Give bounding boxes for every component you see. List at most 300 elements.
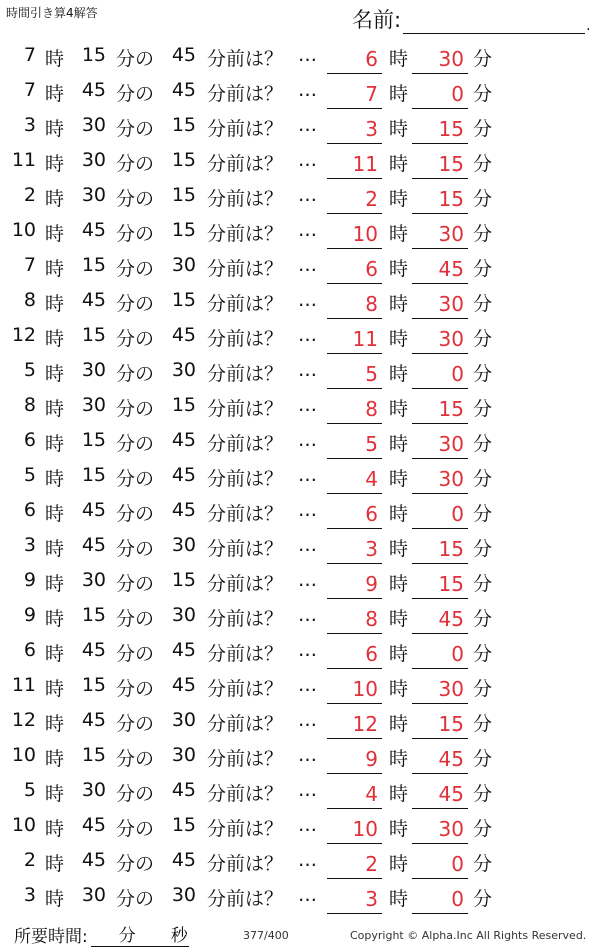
start-minute: 15 [81, 44, 106, 66]
start-hour: 6 [23, 499, 36, 521]
minutes-before-label: 分前は？ [207, 293, 284, 315]
hour-label: 時 [45, 818, 65, 840]
minute-of-label: 分の [116, 643, 155, 665]
answer-hour-label: 時 [389, 398, 409, 420]
start-minute: 30 [81, 569, 106, 591]
hour-label: 時 [45, 188, 65, 210]
subtract-minutes: 30 [171, 744, 196, 766]
problem-row [0, 740, 600, 775]
answer-hour[interactable]: 2 [327, 849, 382, 879]
start-minute: 15 [81, 464, 106, 486]
name-input-line[interactable] [403, 11, 585, 34]
start-hour: 6 [23, 639, 36, 661]
answer-hour[interactable]: 9 [327, 744, 382, 774]
start-minute: 30 [81, 149, 106, 171]
minute-of-label: 分の [116, 433, 155, 455]
minutes-before-label: 分前は？ [207, 713, 284, 735]
answer-hour[interactable]: 5 [327, 429, 382, 459]
answer-hour[interactable]: 10 [327, 674, 382, 704]
start-minute: 45 [81, 289, 106, 311]
minute-of-label: 分の [116, 538, 155, 560]
ellipsis: … [298, 394, 317, 416]
minute-of-label: 分の [116, 468, 155, 490]
minutes-before-label: 分前は？ [207, 853, 284, 875]
subtract-minutes: 15 [171, 814, 196, 836]
start-hour: 7 [23, 254, 36, 276]
answer-hour[interactable]: 3 [327, 884, 382, 914]
answer-minute-label: 分 [473, 713, 493, 735]
problem-row [0, 145, 600, 180]
ellipsis: … [298, 499, 317, 521]
answer-hour[interactable]: 10 [327, 814, 382, 844]
subtract-minutes: 15 [171, 114, 196, 136]
hour-label: 時 [45, 853, 65, 875]
problem-row [0, 880, 600, 915]
minutes-before-label: 分前は？ [207, 678, 284, 700]
start-hour: 5 [23, 779, 36, 801]
start-minute: 45 [81, 219, 106, 241]
subtract-minutes: 15 [171, 394, 196, 416]
minutes-before-label: 分前は？ [207, 188, 284, 210]
answer-hour[interactable]: 9 [327, 569, 382, 599]
answer-hour[interactable]: 7 [327, 79, 382, 109]
minutes-before-label: 分前は？ [207, 83, 284, 105]
minutes-before-label: 分前は？ [207, 608, 284, 630]
minute-of-label: 分の [116, 503, 155, 525]
answer-hour[interactable]: 8 [327, 394, 382, 424]
start-minute: 45 [81, 639, 106, 661]
minute-of-label: 分の [116, 363, 155, 385]
hour-label: 時 [45, 433, 65, 455]
answer-minute-label: 分 [473, 783, 493, 805]
minute-of-label: 分の [116, 48, 155, 70]
ellipsis: … [298, 324, 317, 346]
answer-hour[interactable]: 8 [327, 289, 382, 319]
ellipsis: … [298, 779, 317, 801]
start-hour: 6 [23, 429, 36, 451]
start-minute: 15 [81, 744, 106, 766]
start-minute: 30 [81, 359, 106, 381]
hour-label: 時 [45, 503, 65, 525]
start-hour: 5 [23, 464, 36, 486]
minute-of-label: 分の [116, 818, 155, 840]
ellipsis: … [298, 254, 317, 276]
answer-hour[interactable]: 3 [327, 534, 382, 564]
problem-row [0, 810, 600, 845]
minutes-before-label: 分前は？ [207, 118, 284, 140]
ellipsis: … [298, 149, 317, 171]
start-minute: 15 [81, 604, 106, 626]
answer-hour-label: 時 [389, 608, 409, 630]
answer-minute-label: 分 [473, 398, 493, 420]
ellipsis: … [298, 814, 317, 836]
elapsed-second-unit: 秒 [170, 926, 188, 946]
hour-label: 時 [45, 363, 65, 385]
start-hour: 3 [23, 534, 36, 556]
hour-label: 時 [45, 83, 65, 105]
minute-of-label: 分の [116, 853, 155, 875]
problem-row [0, 320, 600, 355]
problem-row [0, 775, 600, 810]
answer-minute[interactable]: 30 [412, 44, 468, 74]
answer-hour-label: 時 [389, 258, 409, 280]
answer-hour[interactable]: 4 [327, 779, 382, 809]
answer-hour-label: 時 [389, 293, 409, 315]
answer-hour-label: 時 [389, 83, 409, 105]
ellipsis: … [298, 359, 317, 381]
problem-row [0, 425, 600, 460]
subtract-minutes: 45 [171, 674, 196, 696]
minutes-before-label: 分前は？ [207, 433, 284, 455]
problem-row [0, 565, 600, 600]
answer-minute[interactable]: 45 [412, 254, 468, 284]
answer-hour-label: 時 [389, 678, 409, 700]
minute-of-label: 分の [116, 328, 155, 350]
start-hour: 3 [23, 114, 36, 136]
hour-label: 時 [45, 118, 65, 140]
hour-label: 時 [45, 468, 65, 490]
subtract-minutes: 15 [171, 569, 196, 591]
ellipsis: … [298, 219, 317, 241]
answer-hour[interactable]: 2 [327, 184, 382, 214]
answer-minute-label: 分 [473, 188, 493, 210]
answer-minute-label: 分 [473, 853, 493, 875]
ellipsis: … [298, 429, 317, 451]
hour-label: 時 [45, 783, 65, 805]
answer-hour-label: 時 [389, 188, 409, 210]
elapsed-time-label: 所要時間: [14, 927, 88, 947]
hour-label: 時 [45, 573, 65, 595]
problem-row [0, 110, 600, 145]
problem-row [0, 460, 600, 495]
answer-minute[interactable]: 15 [412, 394, 468, 424]
answer-hour[interactable]: 6 [327, 639, 382, 669]
answer-minute[interactable]: 30 [412, 674, 468, 704]
subtract-minutes: 45 [171, 639, 196, 661]
problem-row [0, 180, 600, 215]
start-hour: 10 [11, 814, 36, 836]
hour-label: 時 [45, 398, 65, 420]
subtract-minutes: 45 [171, 429, 196, 451]
problem-row [0, 635, 600, 670]
answer-hour-label: 時 [389, 853, 409, 875]
answer-minute[interactable]: 0 [412, 79, 468, 109]
minute-of-label: 分の [116, 783, 155, 805]
answer-hour[interactable]: 6 [327, 254, 382, 284]
start-minute: 30 [81, 779, 106, 801]
answer-hour-label: 時 [389, 888, 409, 910]
minutes-before-label: 分前は？ [207, 573, 284, 595]
answer-minute-label: 分 [473, 643, 493, 665]
start-hour: 11 [11, 674, 36, 696]
start-minute: 45 [81, 534, 106, 556]
hour-label: 時 [45, 258, 65, 280]
answer-minute-label: 分 [473, 153, 493, 175]
start-hour: 8 [23, 394, 36, 416]
start-hour: 3 [23, 884, 36, 906]
answer-minute[interactable]: 0 [412, 359, 468, 389]
answer-hour-label: 時 [389, 118, 409, 140]
minute-of-label: 分の [116, 293, 155, 315]
ellipsis: … [298, 639, 317, 661]
subtract-minutes: 30 [171, 359, 196, 381]
name-field-area [352, 4, 591, 34]
subtract-minutes: 45 [171, 499, 196, 521]
answer-minute[interactable]: 30 [412, 324, 468, 354]
elapsed-minute-unit: 分 [118, 926, 136, 946]
minute-of-label: 分の [116, 258, 155, 280]
start-hour: 5 [23, 359, 36, 381]
ellipsis: … [298, 604, 317, 626]
start-hour: 11 [11, 149, 36, 171]
start-hour: 12 [11, 709, 36, 731]
start-minute: 15 [81, 674, 106, 696]
answer-minute[interactable]: 45 [412, 779, 468, 809]
problem-row [0, 495, 600, 530]
elapsed-time-input[interactable] [91, 926, 189, 947]
subtract-minutes: 15 [171, 289, 196, 311]
minutes-before-label: 分前は？ [207, 258, 284, 280]
answer-minute-label: 分 [473, 503, 493, 525]
elapsed-time-field [14, 922, 189, 947]
ellipsis: … [298, 709, 317, 731]
problem-row [0, 845, 600, 880]
answer-hour-label: 時 [389, 48, 409, 70]
answer-minute[interactable]: 45 [412, 744, 468, 774]
minutes-before-label: 分前は？ [207, 818, 284, 840]
minute-of-label: 分の [116, 83, 155, 105]
answer-hour[interactable]: 6 [327, 499, 382, 529]
start-hour: 7 [23, 44, 36, 66]
start-hour: 10 [11, 744, 36, 766]
answer-minute[interactable]: 15 [412, 534, 468, 564]
subtract-minutes: 30 [171, 604, 196, 626]
minutes-before-label: 分前は？ [207, 643, 284, 665]
answer-minute[interactable]: 15 [412, 709, 468, 739]
minutes-before-label: 分前は？ [207, 398, 284, 420]
minutes-before-label: 分前は？ [207, 503, 284, 525]
answer-hour[interactable]: 8 [327, 604, 382, 634]
minute-of-label: 分の [116, 118, 155, 140]
answer-minute[interactable]: 30 [412, 429, 468, 459]
start-hour: 2 [23, 849, 36, 871]
answer-minute-label: 分 [473, 608, 493, 630]
answer-hour-label: 時 [389, 783, 409, 805]
hour-label: 時 [45, 293, 65, 315]
hour-label: 時 [45, 713, 65, 735]
hour-label: 時 [45, 153, 65, 175]
ellipsis: … [298, 569, 317, 591]
answer-hour-label: 時 [389, 328, 409, 350]
start-minute: 15 [81, 324, 106, 346]
answer-hour[interactable]: 3 [327, 114, 382, 144]
problem-row [0, 250, 600, 285]
subtract-minutes: 30 [171, 254, 196, 276]
answer-minute-label: 分 [473, 468, 493, 490]
answer-hour-label: 時 [389, 363, 409, 385]
subtract-minutes: 45 [171, 324, 196, 346]
answer-minute[interactable]: 0 [412, 639, 468, 669]
answer-minute-label: 分 [473, 328, 493, 350]
start-minute: 30 [81, 184, 106, 206]
hour-label: 時 [45, 328, 65, 350]
minutes-before-label: 分前は？ [207, 363, 284, 385]
answer-minute-label: 分 [473, 293, 493, 315]
subtract-minutes: 30 [171, 884, 196, 906]
minutes-before-label: 分前は？ [207, 153, 284, 175]
name-label: 名前: [352, 8, 402, 32]
answer-minute[interactable]: 30 [412, 464, 468, 494]
answer-minute-label: 分 [473, 818, 493, 840]
start-hour: 9 [23, 604, 36, 626]
answer-hour-label: 時 [389, 748, 409, 770]
hour-label: 時 [45, 678, 65, 700]
minute-of-label: 分の [116, 398, 155, 420]
minute-of-label: 分の [116, 608, 155, 630]
ellipsis: … [298, 464, 317, 486]
problem-row [0, 75, 600, 110]
subtract-minutes: 15 [171, 149, 196, 171]
subtract-minutes: 45 [171, 79, 196, 101]
problem-row [0, 705, 600, 740]
problem-row [0, 40, 600, 75]
ellipsis: … [298, 849, 317, 871]
answer-hour-label: 時 [389, 223, 409, 245]
subtract-minutes: 15 [171, 184, 196, 206]
answer-minute[interactable]: 15 [412, 569, 468, 599]
minutes-before-label: 分前は？ [207, 223, 284, 245]
ellipsis: … [298, 744, 317, 766]
subtract-minutes: 45 [171, 44, 196, 66]
ellipsis: … [298, 884, 317, 906]
answer-hour-label: 時 [389, 538, 409, 560]
answer-minute[interactable]: 30 [412, 219, 468, 249]
answer-minute-label: 分 [473, 223, 493, 245]
answer-minute-label: 分 [473, 538, 493, 560]
start-hour: 7 [23, 79, 36, 101]
hour-label: 時 [45, 888, 65, 910]
answer-hour-label: 時 [389, 503, 409, 525]
answer-hour[interactable]: 11 [327, 324, 382, 354]
start-minute: 45 [81, 499, 106, 521]
subtract-minutes: 15 [171, 219, 196, 241]
answer-minute[interactable]: 0 [412, 849, 468, 879]
start-hour: 12 [11, 324, 36, 346]
subtract-minutes: 45 [171, 779, 196, 801]
problem-row [0, 215, 600, 250]
answer-minute[interactable]: 0 [412, 499, 468, 529]
name-dot: . [586, 18, 591, 34]
problem-row [0, 285, 600, 320]
answer-hour[interactable]: 11 [327, 149, 382, 179]
start-hour: 9 [23, 569, 36, 591]
answer-minute-label: 分 [473, 748, 493, 770]
answer-hour-label: 時 [389, 643, 409, 665]
answer-minute-label: 分 [473, 83, 493, 105]
minute-of-label: 分の [116, 748, 155, 770]
problem-row [0, 670, 600, 705]
minute-of-label: 分の [116, 573, 155, 595]
minutes-before-label: 分前は？ [207, 48, 284, 70]
subtract-minutes: 45 [171, 464, 196, 486]
start-minute: 45 [81, 849, 106, 871]
minute-of-label: 分の [116, 223, 155, 245]
problem-row [0, 355, 600, 390]
answer-hour-label: 時 [389, 573, 409, 595]
answer-minute-label: 分 [473, 258, 493, 280]
answer-minute-label: 分 [473, 433, 493, 455]
copyright-notice: Copyright © Alpha.Inc All Rights Reserved. [350, 929, 587, 942]
worksheet-title: 時間引き算4解答 [6, 6, 98, 20]
start-minute: 30 [81, 394, 106, 416]
answer-minute[interactable]: 0 [412, 884, 468, 914]
ellipsis: … [298, 289, 317, 311]
ellipsis: … [298, 674, 317, 696]
answer-hour[interactable]: 5 [327, 359, 382, 389]
answer-minute[interactable]: 15 [412, 149, 468, 179]
minutes-before-label: 分前は？ [207, 538, 284, 560]
hour-label: 時 [45, 748, 65, 770]
answer-hour-label: 時 [389, 713, 409, 735]
answer-minute[interactable]: 15 [412, 184, 468, 214]
ellipsis: … [298, 79, 317, 101]
ellipsis: … [298, 184, 317, 206]
minutes-before-label: 分前は？ [207, 468, 284, 490]
answer-minute[interactable]: 45 [412, 604, 468, 634]
minute-of-label: 分の [116, 153, 155, 175]
minute-of-label: 分の [116, 888, 155, 910]
hour-label: 時 [45, 223, 65, 245]
problem-row [0, 390, 600, 425]
answer-hour-label: 時 [389, 468, 409, 490]
answer-hour-label: 時 [389, 818, 409, 840]
minute-of-label: 分の [116, 678, 155, 700]
answer-hour-label: 時 [389, 433, 409, 455]
answer-minute-label: 分 [473, 48, 493, 70]
start-hour: 10 [11, 219, 36, 241]
start-minute: 30 [81, 114, 106, 136]
answer-minute-label: 分 [473, 888, 493, 910]
problem-row [0, 530, 600, 565]
start-minute: 45 [81, 814, 106, 836]
hour-label: 時 [45, 608, 65, 630]
answer-hour[interactable]: 12 [327, 709, 382, 739]
answer-minute-label: 分 [473, 118, 493, 140]
answer-minute[interactable]: 30 [412, 814, 468, 844]
subtract-minutes: 30 [171, 709, 196, 731]
answer-minute[interactable]: 15 [412, 114, 468, 144]
answer-hour[interactable]: 6 [327, 44, 382, 74]
start-minute: 45 [81, 709, 106, 731]
answer-hour[interactable]: 10 [327, 219, 382, 249]
minutes-before-label: 分前は？ [207, 783, 284, 805]
minutes-before-label: 分前は？ [207, 748, 284, 770]
start-minute: 15 [81, 429, 106, 451]
start-hour: 2 [23, 184, 36, 206]
ellipsis: … [298, 114, 317, 136]
answer-minute-label: 分 [473, 573, 493, 595]
answer-hour[interactable]: 4 [327, 464, 382, 494]
minute-of-label: 分の [116, 713, 155, 735]
ellipsis: … [298, 534, 317, 556]
subtract-minutes: 45 [171, 849, 196, 871]
subtract-minutes: 30 [171, 534, 196, 556]
hour-label: 時 [45, 643, 65, 665]
hour-label: 時 [45, 48, 65, 70]
answer-hour-label: 時 [389, 153, 409, 175]
page-number: 377/400 [243, 929, 289, 942]
answer-minute[interactable]: 30 [412, 289, 468, 319]
